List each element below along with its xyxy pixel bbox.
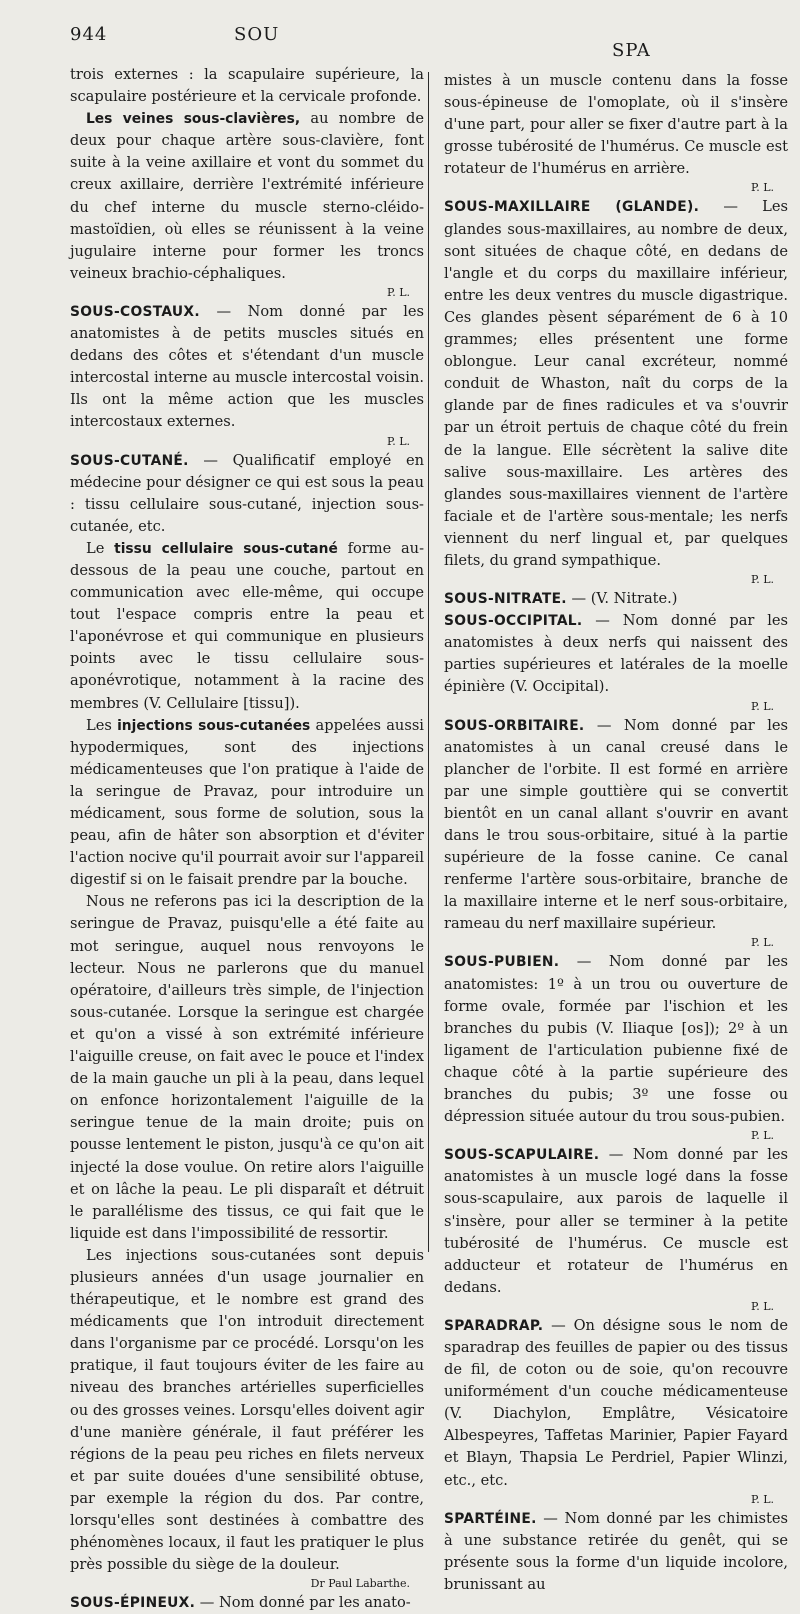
headword: SOUS-MAXILLAIRE (GLANDE). xyxy=(444,199,700,216)
signature: P. L. xyxy=(751,1129,774,1143)
signature: P. L. xyxy=(751,1299,774,1313)
entry-sous-nitrate: SOUS-NITRATE. — (V. Nitrate.) xyxy=(444,590,678,608)
entry-sous-pubien: SOUS-PUBIEN. — Nom donné par les anatomistes: 1º à un trou ou ouverture de forme ovale, formée par l'ischion et les branches du pubis (V. Iliaque [os]); 2º à un ligament de l'articulation pubienne fixé de chaque côté à la partie supérieure des branches du pubis; 3º une fosse ou dépression située autour du trou sous-pubien. xyxy=(444,953,788,1126)
entry-sous-costaux: SOUS-COSTAUX. — Nom donné par les anatomistes à de petits muscles situés en dedans des côtes et s'étendant d'un muscle intercostal interne au muscle intercostal voisin. Ils ont la même action que les muscles intercostaux externes. xyxy=(70,302,424,431)
signature: P. L. xyxy=(751,1492,774,1506)
paragraph: Les injections sous-cutanées sont depuis plusieurs années d'un usage journalier en thérapeutique, et le nombre est grand des médicaments que l'on introduit directement dans l'organisme par ce procédé. Lorsqu'on les pratique, il faut toujours éviter de les faire au niveau des branches artérielles superficielles ou des grosses veines. Lorsqu'elles doivent agir d'une manière générale, il faut préférer les régions de la peau peu riches en filets nerveux et par suite douées d'une sensibilité obtuse, par exemple la région du dos. Par contre, lorsqu'elles sont destinées à combattre des phénomènes locaux, il faut les pratiquer le plus près possible du siège de la douleur. xyxy=(70,1246,424,1574)
entry-sparteine: SPARTÉINE. — Nom donné par les chimistes à une substance retirée du genêt, qui se présente sous la forme d'un liquide incolore, brunissant au xyxy=(444,1509,788,1593)
headword: SPARADRAP. xyxy=(444,1317,544,1334)
left-running-head: SOU xyxy=(234,24,280,45)
entry-sous-orbitaire: SOUS-ORBITAIRE. — Nom donné par les anatomistes à un canal creusé dans le plancher de l'orbite. Il est formé en arrière par une simple gouttière qui se convertit bientôt en un canal allant s'ouvrir en avant dans le trou sous-orbitaire, situé à la partie supérieure de la fosse canine. Ce canal renferme l'artère sous-orbitaire, branche de la maxillaire interne et le nerf sous-orbitaire, rameau du nerf maxillaire supérieur. xyxy=(444,716,788,933)
paragraph: Nous ne referons pas ici la description de la seringue de Pravaz, puisqu'elle a été faite au mot seringue, auquel nous renvoyons le lecteur. Nous ne parlerons que du manuel opératoire, d'ailleurs très simple, de l'injection sous-cutanée. Lorsque la seringue est chargée et qu'on a vissé à son extrémité inférieure l'aiguille creuse, on fait avec le pouce et l'index de la main gauche un pli à la peau, dans lequel on enfonce horizontalement l'aiguille de la seringue tenue de la main droite; puis on pousse lentement le piston, jusqu'à ce qu'on ait injecté la dose voulue. On retire alors l'aiguille et on lâche la peau. Le pli disparaît et détruit le parallélisme des tissus, ce qui fait que le liquide est dans l'impossibilité de ressortir. xyxy=(70,893,424,1242)
entry-sous-scapulaire: SOUS-SCAPULAIRE. — Nom donné par les anatomistes à un muscle logé dans la fosse sous-scapulaire, aux parois de laquelle il s'insère, pour aller se terminer à la petite tubérosité de l'humérus. Ce muscle est adducteur et rotateur de l'humérus en dedans. xyxy=(444,1146,788,1296)
entry-sous-epineux: SOUS-ÉPINEUX. — Nom donné par les anato- xyxy=(70,1594,411,1612)
headword: SPARTÉINE. xyxy=(444,1510,537,1527)
left-column xyxy=(70,64,424,1614)
headword: SOUS-ÉPINEUX. xyxy=(70,1595,196,1612)
paragraph: Les veines sous-clavières, au nombre de deux pour chaque artère sous-clavière, font suite à la veine axillaire et vont du sommet du creux axillaire, derrière l'extrémité inférieure du chef interne du muscle sterno-cléido-mastoïdien, où elles se réunissent à la veine jugulaire interne pour former les troncs veineux brachio-céphaliques. xyxy=(70,110,424,282)
column-divider xyxy=(428,72,429,1252)
term: Les veines sous-clavières, xyxy=(86,111,301,128)
entry-sous-cutane: SOUS-CUTANÉ. — Qualificatif employé en médecine pour désigner ce qui est sous la peau : tissu cellulaire sous-cutané, injection sous-cutanée, etc. xyxy=(70,451,424,535)
signature: P. L. xyxy=(751,181,774,195)
headword: SOUS-OCCIPITAL. xyxy=(444,613,583,630)
headword: SOUS-CUTANÉ. xyxy=(70,452,189,469)
paragraph: Le tissu cellulaire sous-cutané forme au-dessous de la peau une couche, partout en communication avec elle-même, qui occupe tout l'espace compris entre la peau et l'aponévrose et qui communique en plusieurs points avec le tissu cellulaire sous-aponévrotique, notamment à la racine des membres (V. Cellulaire [tissu]). xyxy=(70,539,425,712)
headword: SOUS-PUBIEN. xyxy=(444,954,560,971)
term: tissu cellulaire sous-cutané xyxy=(114,540,338,557)
headword: SOUS-COSTAUX. xyxy=(70,303,200,320)
entry-sous-maxillaire: SOUS-MAXILLAIRE (GLANDE). — Les glandes sous-maxillaires, au nombre de deux, sont situées de chaque côté, en dedans de l'angle et du corps du maxillaire inférieur, entre les deux ventres du muscle digastrique. Ces glandes pèsent séparément de 6 à 10 grammes; elles présentent une forme oblongue. Leur canal excréteur, nommé conduit de Whaston, naît du corps de la glande par de fines radicules et va s'ouvrir par un étroit pertuis de chaque côté du frein de la langue. Elle sécrètent la salive dite salive sous-maxillaire. Les artères des glandes sous-maxillaires viennent de l'artère faciale et de l'artère sous-mentale; les nerfs viennent du nerf lingual et, par quelques filets, du grand sympathique. xyxy=(444,198,788,569)
headword: SOUS-ORBITAIRE. xyxy=(444,717,585,734)
paragraph: mistes à un muscle contenu dans la fosse sous-épineuse de l'omoplate, où il s'insère d'une part, pour aller se fixer d'autre part à la grosse tubérosité de l'humérus. Ce muscle est rotateur de l'humérus en arrière. xyxy=(444,72,788,178)
paragraph: trois externes : la scapulaire supérieure, la scapulaire postérieure et la cervicale profonde. xyxy=(70,66,424,106)
page-number: 944 xyxy=(70,24,108,45)
signature: P. L. xyxy=(751,573,774,587)
right-column xyxy=(444,70,788,1596)
signature: P. L. xyxy=(387,434,410,448)
signature: P. L. xyxy=(751,699,774,713)
headword: SOUS-NITRATE. xyxy=(444,591,567,608)
paragraph: Les injections sous-cutanées appelées aussi hypodermiques, sont des injections médicamenteuses que l'on pratique à l'aide de la seringue de Pravaz, pour introduire un médicament, sous forme de solution, sous la peau, afin de hâter son absorption et d'éviter l'action nocive qu'il pourrait avoir sur l'appareil digestif si on le faisait prendre par la bouche. xyxy=(70,716,424,889)
right-running-head: SPA xyxy=(612,40,651,61)
entry-sous-occipital: SOUS-OCCIPITAL. — Nom donné par les anatomistes à deux nerfs qui naissent des parties supérieures et latérales de la moelle épinière (V. Occipital). xyxy=(444,612,788,696)
entry-sparadrap: SPARADRAP. — On désigne sous le nom de sparadrap des feuilles de papier ou des tissus de fil, de coton ou de soie, qu'on recouvre uniformément d'un couche médicamenteuse (V. Diachylon, Emplâtre, Vésicatoire Albespeyres, Taffetas Marinier, Papier Fayard et Blayn, Thapsia Le Perdriel, Papier Wlinzi, etc., etc. xyxy=(444,1316,788,1489)
signature: Dr Paul Labarthe. xyxy=(310,1577,410,1591)
headword: SOUS-SCAPULAIRE. xyxy=(444,1147,600,1164)
term: injections sous-cutanées xyxy=(117,717,311,734)
signature: P. L. xyxy=(387,285,410,299)
signature: P. L. xyxy=(751,936,774,950)
